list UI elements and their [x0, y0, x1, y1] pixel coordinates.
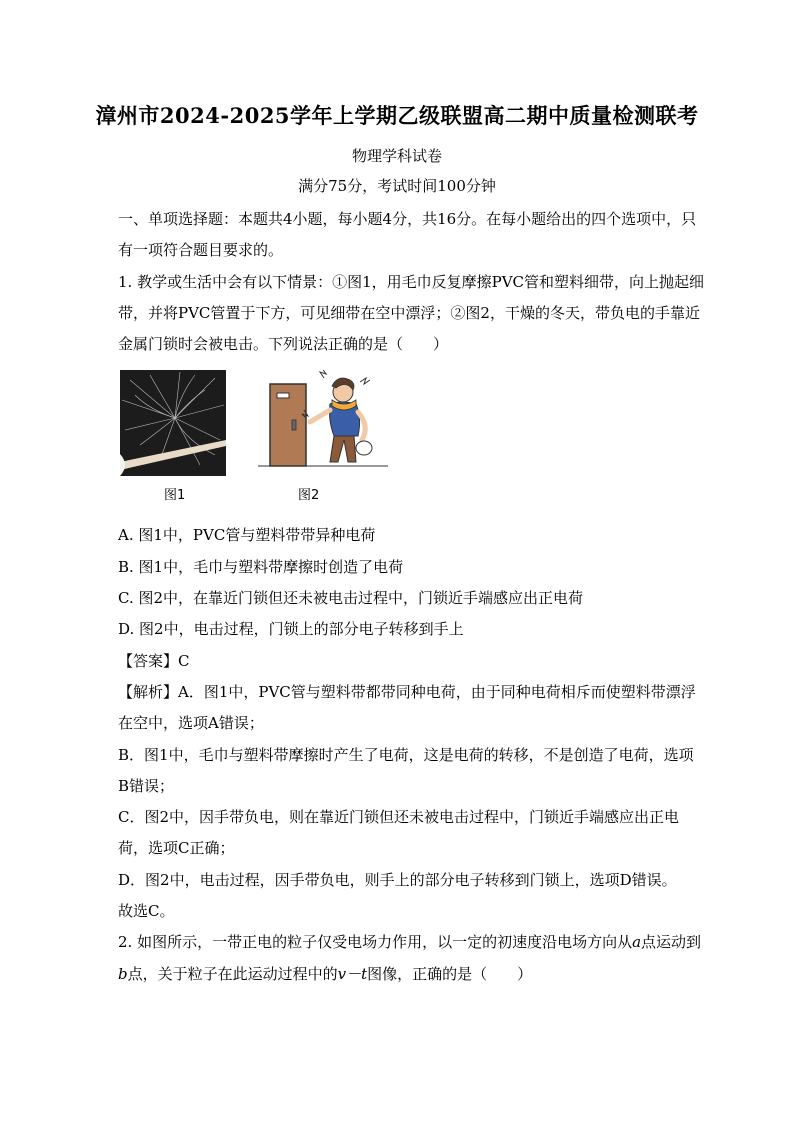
q1-analysis-line: C．图2中，因手带负电，则在靠近门锁但还未被电击过程中，门锁近手端感应出正电: [118, 808, 680, 827]
score-line: 满分75分，考试时间100分钟: [298, 177, 496, 195]
figure-2-caption: 图2: [298, 488, 320, 504]
q1-option-b: B. 图1中，毛巾与塑料带摩擦时创造了电荷: [118, 557, 404, 576]
vt-graph-label: v－t: [337, 964, 368, 983]
door-shock-illustration: [258, 370, 388, 476]
q1-option-c: C. 图2中，在靠近门锁但还未被电击过程中，门锁近手端感应出正电荷: [118, 589, 584, 608]
q1-stem-line: 金属门锁时会被电击。下列说法正确的是（ ）: [118, 335, 449, 354]
q1-analysis-line: B错误；: [118, 776, 175, 795]
section-heading: 一、单项选择题：本题共4小题，每小题4分，共16分。在每小题给出的四个选项中，只: [118, 210, 697, 228]
figure-1-image: [120, 370, 226, 476]
figure-2-image: [258, 370, 388, 476]
q1-option-a: A. 图1中，PVC管与塑料带带异种电荷: [118, 526, 376, 545]
q2-stem-line: [118, 927, 702, 958]
q1-analysis-line: D．图2中，电击过程，因手带负电，则手上的部分电子转移到门锁上，选项D错误。: [118, 870, 677, 889]
q1-option-d: D. 图2中，电击过程，门锁上的部分电子转移到手上: [118, 620, 464, 639]
page-title: 漳州市2024-2025学年上学期乙级联盟高二期中质量检测联考: [95, 103, 699, 128]
document-body: [118, 204, 705, 990]
q1-analysis-line: 【解析】A．图1中，PVC管与塑料带都带同种电荷，由于同种电荷相斥而使塑料带漂浮: [118, 682, 696, 701]
q2-stem-text: 点，关于粒子在此运动过程中的: [127, 964, 338, 983]
q2-stem-text: 点运动到: [641, 933, 702, 952]
q1-stem-line: 1. 教学或生活中会有以下情景：①图1，用毛巾反复摩擦PVC管和塑料细带，向上抛起细: [118, 272, 705, 291]
q1-figures: [118, 370, 683, 520]
point-b-label: b: [118, 964, 128, 983]
subject-title: 物理学科试卷: [351, 147, 442, 165]
q1-analysis-line: 故选C。: [118, 902, 175, 921]
q2-stem-line: [118, 959, 683, 990]
section-heading-cont: 有一项符合题目要求的。: [118, 241, 284, 260]
q1-analysis-line: 荷，选项C正确；: [118, 839, 235, 858]
q1-stem-line: 带，并将PVC管置于下方，可见细带在空中漂浮；②图2，干燥的冬天，带负电的手靠近: [118, 303, 700, 322]
q1-analysis-line: 在空中，选项A错误；: [118, 714, 264, 733]
figure-1-caption: 图1: [164, 488, 186, 504]
q1-analysis-line: B．图1中，毛巾与塑料带摩擦时产生了电荷，这是电荷的转移，不是创造了电荷，选项: [118, 745, 694, 764]
q1-answer: 【答案】C: [118, 651, 190, 670]
q2-stem-text: 图像，正确的是（ ）: [367, 964, 533, 983]
q2-stem-text: 2. 如图所示，一带正电的粒子仅受电场力作用，以一定的初速度沿电场方向从: [118, 933, 633, 952]
point-a-label: a: [632, 933, 642, 952]
static-strands-illustration: [120, 370, 226, 476]
